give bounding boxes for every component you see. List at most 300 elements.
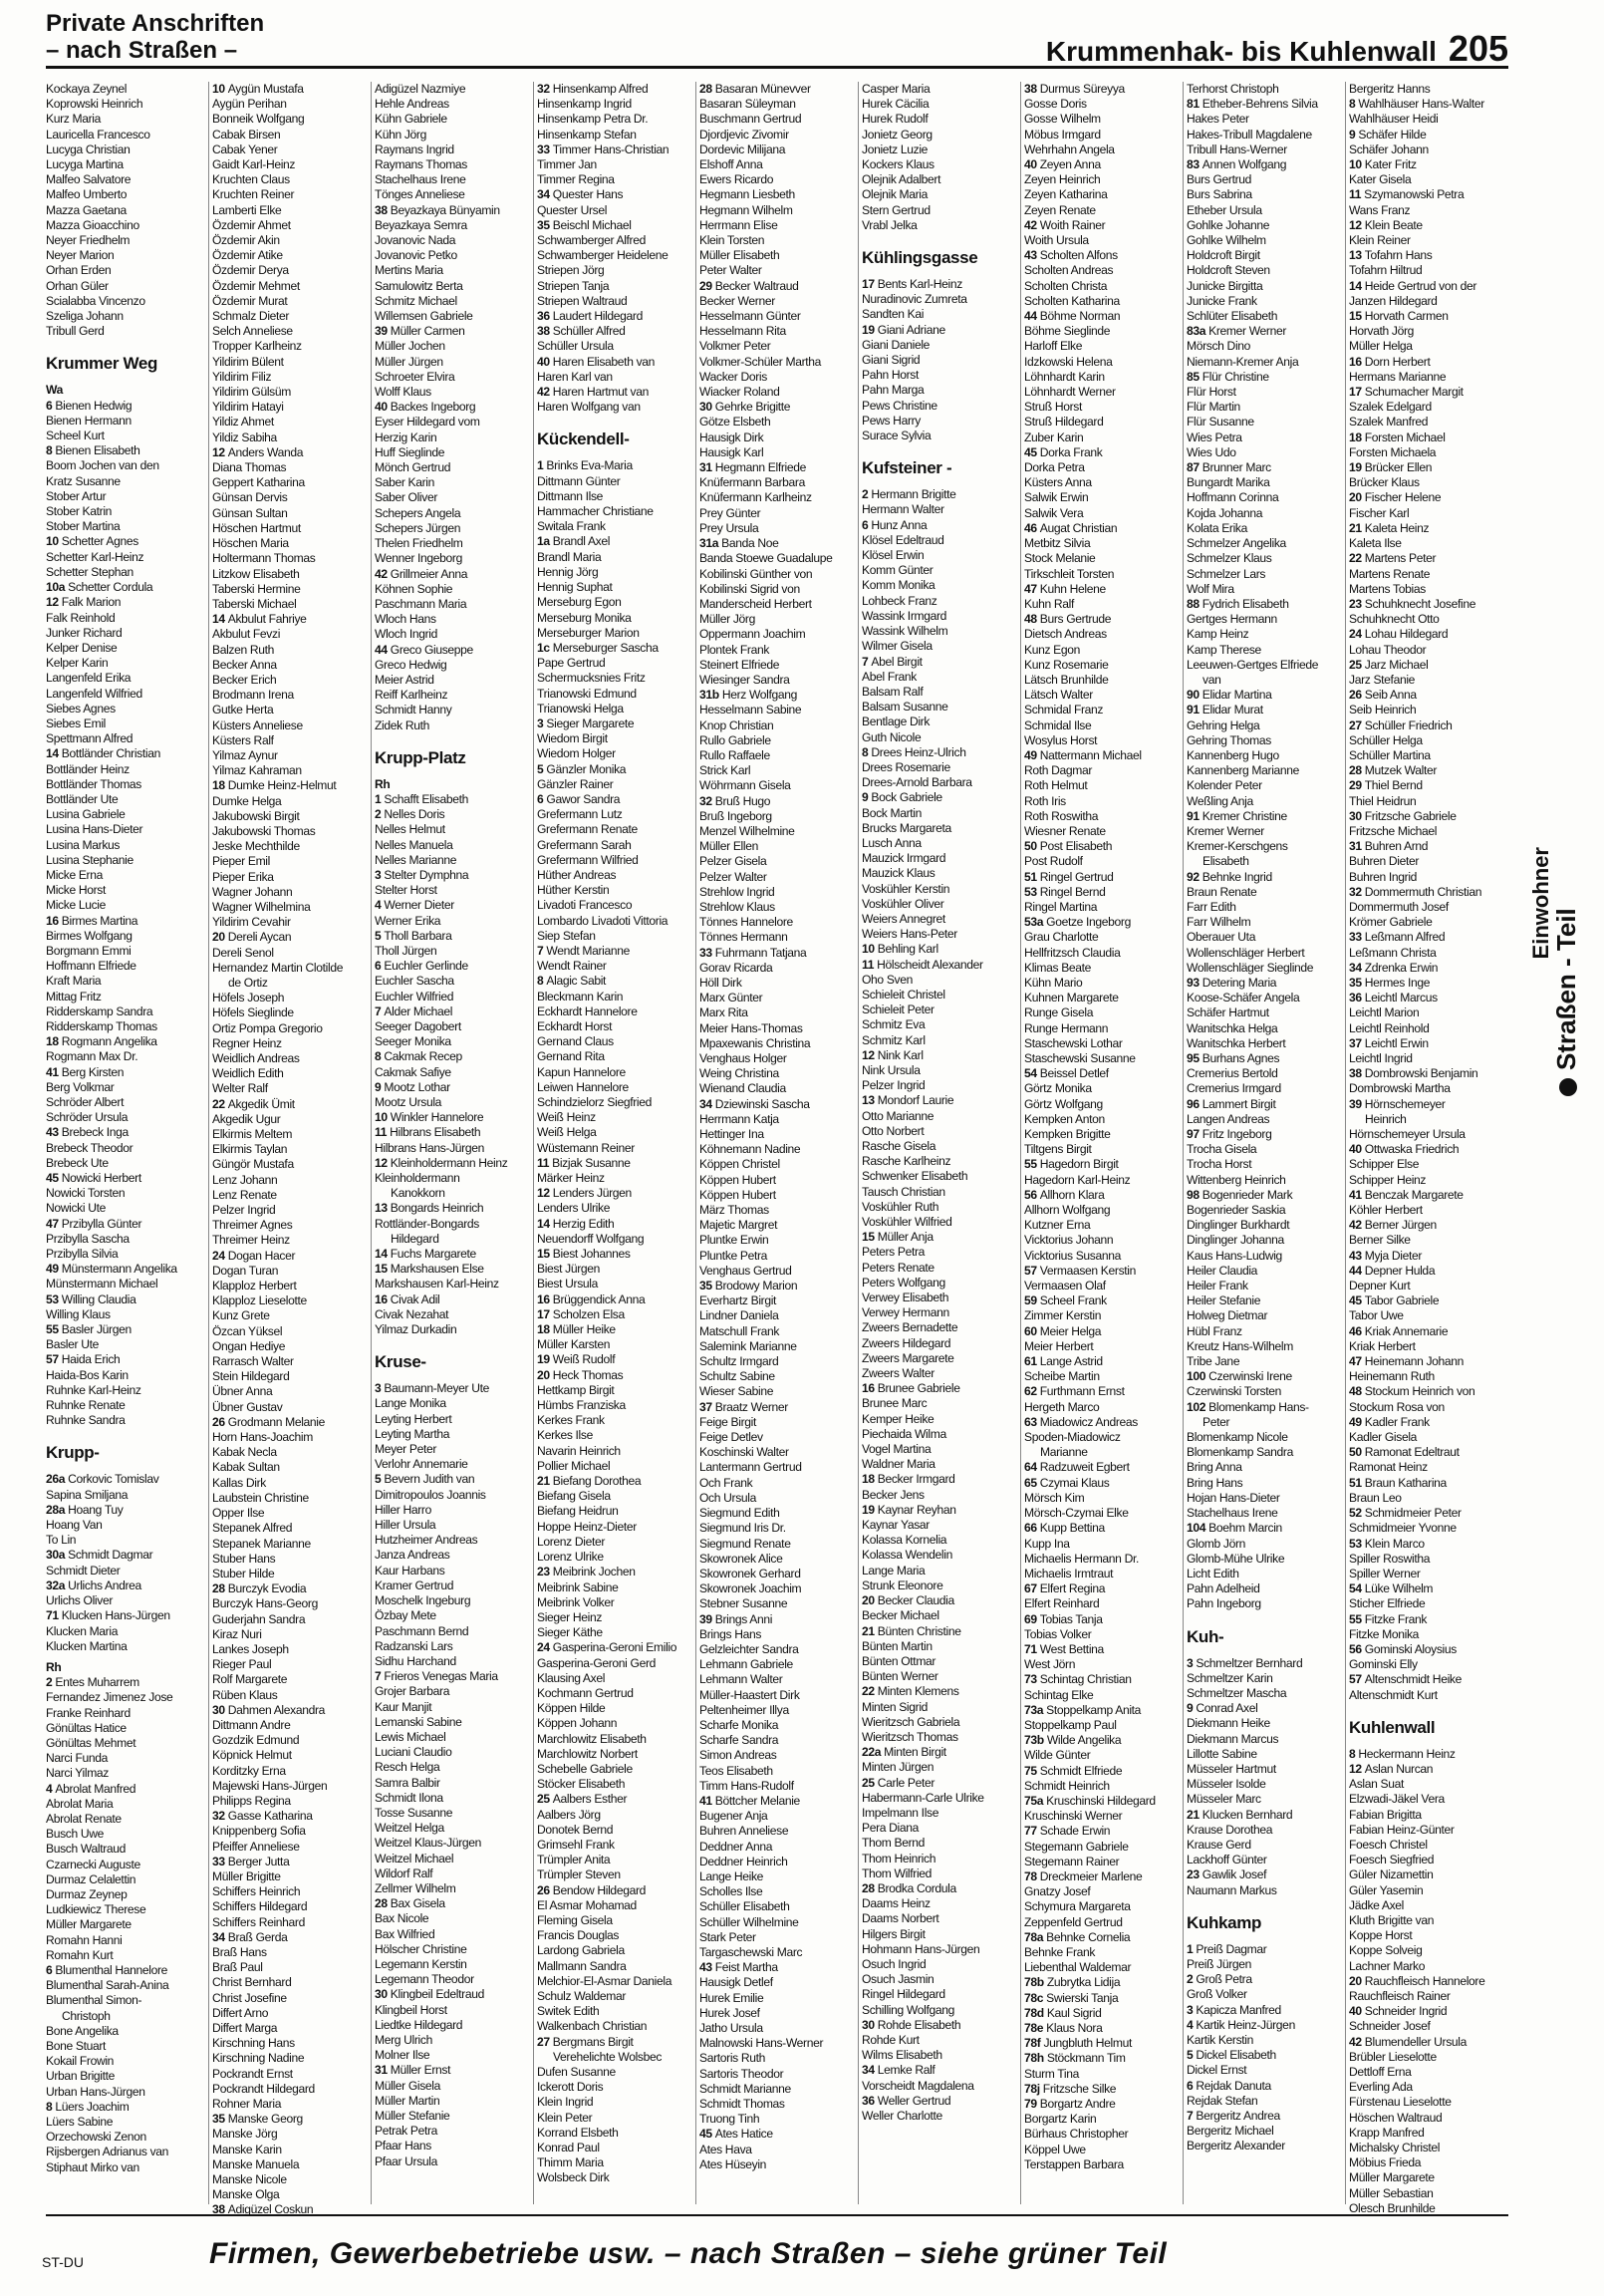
- resident-name: Hermann Walter: [862, 502, 944, 517]
- resident-entry: [1349, 612, 1507, 627]
- resident-name: Borgmann Emmi: [46, 943, 132, 958]
- resident-entry: [1024, 203, 1183, 218]
- resident-entry: [1024, 294, 1183, 309]
- resident-entry: [537, 233, 695, 248]
- resident-name: Hausigk Dirk: [699, 430, 764, 444]
- resident-entry: [699, 1081, 858, 1096]
- resident-name: Bongards Heinrich: [390, 1201, 484, 1216]
- resident-entry: [862, 1381, 1020, 1396]
- resident-entry: [1024, 1324, 1183, 1339]
- house-number: 1: [375, 791, 385, 806]
- resident-entry: [537, 929, 695, 944]
- resident-name: Gänzler Monika: [546, 761, 627, 776]
- resident-name: Köppen Hubert: [699, 1172, 776, 1187]
- resident-entry: [46, 172, 208, 187]
- resident-name: Olejnik Maria: [862, 187, 929, 202]
- resident-entry: [375, 1745, 533, 1760]
- resident-entry: [1187, 2063, 1345, 2078]
- resident-name: Kunz Rosemarie: [1024, 657, 1109, 672]
- resident-entry: [699, 1748, 858, 1763]
- resident-name: Gelzleichter Sandra: [699, 1641, 799, 1656]
- resident-name: Schröder Albert: [46, 1095, 125, 1109]
- resident-entry: [699, 809, 858, 824]
- resident-name: Meier Hans-Thomas: [699, 1020, 803, 1035]
- resident-entry: [537, 944, 695, 959]
- resident-entry: [537, 687, 695, 702]
- house-number: 2: [46, 1675, 56, 1690]
- resident-entry: [1349, 1672, 1507, 1687]
- resident-entry: [537, 1656, 695, 1671]
- entry-continuation: van: [1203, 672, 1221, 687]
- directory-column: [208, 82, 371, 2217]
- resident-entry: [1187, 658, 1345, 673]
- resident-name: Struß Horst: [1024, 400, 1082, 415]
- resident-name: Müller Ellen: [699, 839, 758, 854]
- house-number: 31b: [699, 688, 722, 703]
- house-number: 62: [1024, 1384, 1040, 1399]
- resident-name: Übner Gustav: [212, 1399, 283, 1414]
- resident-entry: [1187, 128, 1345, 143]
- resident-entry: [699, 355, 858, 370]
- resident-entry: [375, 1942, 533, 1957]
- resident-name: Venghaus Holger: [699, 1051, 787, 1065]
- resident-name: Roth Roswitha: [1024, 808, 1099, 823]
- resident-name: Pelzer Ingrid: [212, 1203, 276, 1218]
- resident-entry: [537, 82, 695, 97]
- resident-entry: [212, 248, 371, 263]
- resident-entry: [46, 1247, 208, 1262]
- resident-name: Stachelhaus Irene: [375, 172, 466, 187]
- resident-name: Stuber Hans: [212, 1551, 276, 1566]
- resident-name: Ringel Bernd: [1039, 884, 1106, 899]
- resident-entry: [46, 990, 208, 1004]
- resident-entry: [699, 824, 858, 839]
- resident-entry: [699, 157, 858, 172]
- resident-entry: [1349, 143, 1507, 157]
- resident-name: Struß Hildegard: [1024, 415, 1104, 430]
- resident-entry: [375, 1806, 533, 1821]
- resident-name: Schafft Elisabeth: [384, 791, 468, 806]
- resident-name: Lohbeck Franz: [862, 593, 937, 608]
- resident-name: Sieger Margarete: [546, 716, 635, 730]
- resident-name: Burczyk Hans-Georg: [212, 1596, 318, 1611]
- resident-entry: [375, 1381, 533, 1396]
- resident-entry: [375, 643, 533, 658]
- resident-entry: [862, 1836, 1020, 1851]
- resident-name: Bax Gisela: [390, 1896, 445, 1911]
- resident-name: Narci Yilmaz: [46, 1766, 110, 1781]
- resident-entry: [699, 1840, 858, 1855]
- resident-entry: [537, 1732, 695, 1747]
- resident-name: Schmidt Marianne: [699, 2081, 791, 2096]
- resident-entry: [862, 897, 1020, 912]
- resident-entry: [46, 702, 208, 717]
- resident-entry: [699, 2006, 858, 2021]
- resident-entry: [862, 399, 1020, 414]
- resident-entry: [537, 1474, 695, 1489]
- resident-entry: [212, 1127, 371, 1142]
- house-number: 54: [1349, 1581, 1365, 1596]
- resident-name: Schultz Sabine: [699, 1369, 775, 1384]
- resident-entry: [375, 370, 533, 385]
- resident-name: Behling Karl: [877, 942, 938, 957]
- resident-name: Kockaya Zeynel: [46, 82, 128, 96]
- resident-entry: [1024, 991, 1183, 1005]
- resident-entry: [46, 731, 208, 746]
- resident-entry: [46, 128, 208, 143]
- resident-name: Jovanovic Petko: [375, 248, 457, 263]
- resident-name: Scholten Katharina: [1024, 293, 1120, 308]
- resident-name: Akbulut Fahriye: [227, 612, 307, 627]
- resident-name: Idzkowski Helena: [1024, 354, 1113, 369]
- resident-entry: [212, 2187, 371, 2202]
- house-number: 30: [375, 1987, 391, 2002]
- resident-entry: [212, 2082, 371, 2097]
- resident-entry: [1024, 1975, 1183, 1990]
- resident-name: Yildiz Sabiha: [212, 430, 277, 444]
- resident-entry: [862, 533, 1020, 548]
- resident-name: Höll Dirk: [699, 975, 742, 990]
- resident-entry: [1024, 1097, 1183, 1112]
- resident-entry: [537, 1110, 695, 1125]
- resident-entry: [862, 1109, 1020, 1124]
- resident-entry: [1024, 658, 1183, 673]
- resident-name: Küsters Anna: [1024, 475, 1092, 490]
- resident-entry: [537, 2111, 695, 2126]
- house-number: 14: [1349, 278, 1365, 293]
- house-number: 19: [537, 1352, 553, 1367]
- resident-entry: [1349, 1354, 1507, 1369]
- resident-entry: [862, 1942, 1020, 1957]
- resident-entry: [1187, 930, 1345, 945]
- resident-name: Detering Maria: [1202, 975, 1277, 990]
- resident-name: Heinemann Ruth: [1349, 1369, 1435, 1384]
- resident-entry: [46, 762, 208, 777]
- resident-entry: [699, 1400, 858, 1415]
- resident-name: Basaran Süleyman: [699, 97, 796, 112]
- resident-entry: [862, 851, 1020, 866]
- resident-entry: [1349, 1218, 1507, 1233]
- house-number: 61: [1024, 1354, 1040, 1369]
- house-number: 43: [46, 1125, 62, 1140]
- resident-name: Schmelzer Klaus: [1187, 551, 1272, 566]
- resident-entry: [1024, 1657, 1183, 1672]
- resident-entry: [699, 1657, 858, 1672]
- house-number: 33: [699, 945, 715, 960]
- resident-name: Malnowski Hans-Werner: [699, 2036, 824, 2051]
- resident-name: Scholten Alfons: [1039, 248, 1118, 263]
- resident-entry: [537, 294, 695, 309]
- house-number: 46: [1024, 520, 1040, 535]
- resident-name: Weller Charlotte: [862, 2109, 942, 2123]
- resident-entry: [1349, 1747, 1507, 1762]
- resident-name: Siep Stefan: [537, 928, 596, 943]
- resident-entry: [46, 1766, 208, 1781]
- resident-name: Wendt Marianne: [546, 943, 631, 958]
- resident-entry: [537, 1337, 695, 1352]
- resident-entry: [699, 1051, 858, 1066]
- house-number: 56: [1349, 1641, 1365, 1656]
- resident-entry: [212, 521, 371, 536]
- resident-entry: [1024, 809, 1183, 824]
- resident-entry: [1349, 1400, 1507, 1415]
- resident-name: Basler Jürgen: [61, 1322, 132, 1337]
- resident-name: Oho Sven: [862, 972, 913, 987]
- resident-name: Kartik Kerstin: [1187, 2032, 1254, 2047]
- resident-entry: [862, 1261, 1020, 1276]
- resident-entry: [1349, 915, 1507, 930]
- resident-entry: [1187, 1021, 1345, 1036]
- house-number: 57: [1024, 1263, 1040, 1278]
- resident-name: Switek Edith: [537, 2004, 600, 2019]
- resident-entry: [1187, 172, 1345, 187]
- resident-entry: [1349, 521, 1507, 536]
- resident-entry: [699, 915, 858, 930]
- resident-name: Brücker Klaus: [1349, 475, 1420, 490]
- resident-entry: [1187, 1188, 1345, 1203]
- resident-entry: [537, 1943, 695, 1958]
- resident-name: Ortiz Pompa Gregorio: [212, 1020, 323, 1035]
- resident-name: Alder Michael: [384, 1004, 453, 1018]
- resident-name: Böttcher Melanie: [714, 1793, 800, 1808]
- resident-entry: [1187, 1521, 1345, 1536]
- resident-entry: [537, 914, 695, 929]
- resident-entry: [1187, 97, 1345, 112]
- resident-name: Runge Hermann: [1024, 1020, 1109, 1035]
- house-number: 1c: [537, 640, 553, 655]
- resident-name: Köhler Herbert: [1349, 1203, 1423, 1218]
- resident-entry: [1187, 1249, 1345, 1264]
- resident-entry: [375, 1593, 533, 1608]
- house-number: 40: [1024, 157, 1040, 172]
- resident-entry: [46, 112, 208, 127]
- resident-name: Otto Norbert: [862, 1123, 925, 1138]
- resident-name: Müller Jochen: [375, 339, 445, 354]
- resident-name: Tausch Christian: [862, 1184, 945, 1199]
- resident-name: Lenz Renate: [212, 1187, 277, 1202]
- resident-name: Bergeritz Andrea: [1196, 2109, 1280, 2123]
- resident-entry: [212, 1672, 371, 1687]
- resident-entry: [375, 490, 533, 505]
- resident-name: Boehm Marcin: [1208, 1521, 1282, 1536]
- resident-name: Civak Adil: [390, 1292, 440, 1306]
- resident-entry: [862, 1518, 1020, 1533]
- resident-entry: [1349, 1081, 1507, 1096]
- resident-name: Biefang Heidrun: [537, 1504, 619, 1519]
- resident-name: Timmer Regina: [537, 172, 615, 187]
- resident-name: Klapploz Lieselotte: [212, 1293, 307, 1308]
- resident-name: Gutke Herta: [212, 703, 274, 718]
- resident-name: Christ Bernhard: [212, 1975, 292, 1990]
- resident-entry: [1024, 1127, 1183, 1142]
- house-number: 15: [862, 1230, 878, 1245]
- resident-name: Höfels Sieglinde: [212, 1005, 294, 1020]
- resident-name: Tönges Anneliese: [375, 187, 465, 202]
- resident-name: Rüben Klaus: [212, 1687, 278, 1702]
- resident-entry: [212, 1249, 371, 1264]
- resident-name: Haren Karl van: [537, 369, 613, 384]
- resident-name: Siegmund Edith: [699, 1506, 780, 1521]
- house-number: 28: [699, 82, 715, 96]
- house-number: 39: [375, 324, 391, 339]
- resident-name: Güler Yasemin: [1349, 1882, 1424, 1897]
- resident-entry: [1349, 1369, 1507, 1384]
- resident-entry: [1187, 475, 1345, 490]
- resident-name: Herrmann Katja: [699, 1111, 779, 1126]
- resident-name: Kobilinski Günther von: [699, 566, 813, 581]
- resident-entry: [862, 1291, 1020, 1305]
- resident-name: Grefermann Lutz: [537, 807, 623, 822]
- resident-entry: [1349, 279, 1507, 294]
- resident-entry: [212, 1884, 371, 1899]
- house-number: 102: [1187, 1399, 1209, 1414]
- resident-name: Geppert Katharina: [212, 475, 305, 490]
- house-number: 30: [1349, 808, 1365, 823]
- resident-name: Behnke Ingrid: [1202, 869, 1272, 884]
- house-number: 7: [1187, 2109, 1197, 2123]
- house-number: 10: [1349, 157, 1365, 172]
- resident-name: Pieper Emil: [212, 854, 270, 869]
- resident-entry: [1024, 1279, 1183, 1293]
- house-number: 10: [212, 82, 228, 96]
- resident-name: Knüfermann Karlheinz: [699, 490, 812, 505]
- entry-continuation: Hildegard: [391, 1231, 439, 1246]
- resident-name: Fabian Heinz-Günter: [1349, 1822, 1455, 1837]
- resident-name: Lenz Johann: [212, 1172, 278, 1187]
- resident-entry: [46, 157, 208, 172]
- resident-name: Blumenthal Hannelore: [55, 1962, 168, 1977]
- resident-name: Piechaida Wilma: [862, 1426, 946, 1441]
- resident-entry: [1024, 1748, 1183, 1763]
- resident-name: Müller Jörg: [699, 612, 755, 627]
- resident-entry: [862, 2033, 1020, 2048]
- resident-entry: [46, 1232, 208, 1247]
- resident-entry: [1349, 1567, 1507, 1581]
- house-number: 5: [1187, 2048, 1197, 2063]
- resident-entry: [1349, 1097, 1507, 1112]
- resident-name: Gönültas Mehmet: [46, 1735, 136, 1750]
- resident-entry: [46, 218, 208, 233]
- resident-name: Striepen Waltraud: [537, 293, 628, 308]
- resident-name: Becker Michael: [862, 1608, 939, 1623]
- resident-entry: [537, 1565, 695, 1579]
- resident-name: Mauzick Irmgard: [862, 851, 946, 866]
- resident-name: Stark Peter: [699, 1929, 756, 1944]
- house-number: 8: [46, 2099, 56, 2114]
- resident-entry: [862, 821, 1020, 836]
- resident-name: Schebelle Gabriele: [537, 1761, 633, 1776]
- resident-entry: [862, 882, 1020, 897]
- house-number: 9: [1349, 127, 1359, 142]
- resident-entry: [1024, 1764, 1183, 1779]
- resident-name: Kater Fritz: [1364, 157, 1417, 172]
- house-number: 15: [375, 1262, 391, 1277]
- resident-name: Spettmann Alfred: [46, 731, 134, 746]
- resident-name: Paschmann Maria: [375, 596, 467, 611]
- resident-entry: [537, 1595, 695, 1610]
- resident-entry: [1349, 551, 1507, 566]
- resident-name: Kirschning Nadine: [212, 2051, 305, 2066]
- resident-name: Wollenschläger Sieglinde: [1187, 960, 1314, 975]
- resident-name: Gawor Sandra: [546, 791, 621, 806]
- resident-name: Gohlke Johanne: [1187, 217, 1270, 232]
- resident-entry: [46, 626, 208, 641]
- resident-name: Habermann-Carle Ulrike: [862, 1790, 984, 1805]
- resident-name: Lusina Hans-Dieter: [46, 822, 143, 837]
- resident-name: Ruhnke Karl-Heinz: [46, 1382, 141, 1397]
- house-number: 1a: [537, 534, 553, 549]
- resident-entry: [46, 2069, 208, 2084]
- resident-name: Müller Ernst: [390, 2063, 451, 2078]
- resident-name: Thelen Friedhelm: [375, 536, 463, 551]
- resident-entry: [537, 1292, 695, 1307]
- resident-entry: [375, 309, 533, 324]
- resident-name: Groß Petra: [1196, 1972, 1252, 1987]
- resident-name: Dufen Susanne: [537, 2065, 616, 2079]
- resident-entry: [1349, 688, 1507, 703]
- resident-name: Zimmer Kerstin: [1024, 1308, 1102, 1323]
- house-number: 78: [1024, 1868, 1040, 1883]
- resident-entry: [1187, 688, 1345, 703]
- resident-name: Baumann-Meyer Ute: [384, 1381, 490, 1396]
- house-number: 33: [212, 1854, 228, 1868]
- resident-entry: [1024, 1794, 1183, 1809]
- resident-entry: [375, 263, 533, 278]
- street-range: Krummenhak- bis Kuhlenwall: [1045, 36, 1437, 67]
- resident-name: Behnke Frank: [1024, 1944, 1096, 1959]
- resident-entry: [46, 2039, 208, 2054]
- resident-name: Rauchfleisch Rainer: [1349, 1988, 1451, 2003]
- resident-name: Spoden-Miadowicz: [1024, 1430, 1121, 1445]
- house-number: 11: [375, 1125, 391, 1140]
- house-number: 34: [212, 1929, 228, 1944]
- resident-name: Weiß Helga: [537, 1125, 597, 1140]
- resident-name: Lange Heike: [699, 1868, 764, 1883]
- resident-entry: [1024, 1809, 1183, 1824]
- resident-entry: [212, 1748, 371, 1763]
- resident-entry: [212, 536, 371, 551]
- resident-name: Durmaz Zeynep: [46, 1886, 128, 1901]
- resident-entry: [375, 143, 533, 157]
- resident-name: Schüller Alfred: [552, 324, 626, 339]
- resident-entry: [1187, 1264, 1345, 1279]
- resident-entry: [1187, 733, 1345, 748]
- resident-entry: [212, 1779, 371, 1794]
- resident-name: Allhorn Klara: [1039, 1187, 1105, 1202]
- resident-name: Euchler Sascha: [375, 974, 454, 989]
- resident-entry: [1024, 157, 1183, 172]
- resident-name: Simon Andreas: [699, 1748, 777, 1763]
- resident-entry: [46, 279, 208, 294]
- resident-name: Klucken Hans-Jürgen: [61, 1608, 170, 1623]
- resident-entry: [862, 1533, 1020, 1548]
- resident-entry: [537, 489, 695, 504]
- resident-name: Kruschinski Werner: [1024, 1809, 1123, 1824]
- resident-entry: [375, 279, 533, 294]
- house-number: 104: [1187, 1521, 1209, 1536]
- resident-name: Hinsenkamp Ingrid: [537, 97, 632, 112]
- resident-entry: [1024, 490, 1183, 505]
- resident-name: Meier Helga: [1039, 1323, 1102, 1338]
- resident-entry: [1349, 976, 1507, 991]
- resident-entry: [375, 248, 533, 263]
- house-number: 1: [1187, 1941, 1197, 1956]
- resident-name: Kruschinski Hildegard: [1046, 1793, 1156, 1808]
- resident-name: Mörsch-Czymai Elke: [1024, 1506, 1129, 1521]
- resident-name: Teos Elisabeth: [699, 1763, 773, 1778]
- resident-name: Brücker Ellen: [1364, 460, 1433, 475]
- resident-entry: [1024, 612, 1183, 627]
